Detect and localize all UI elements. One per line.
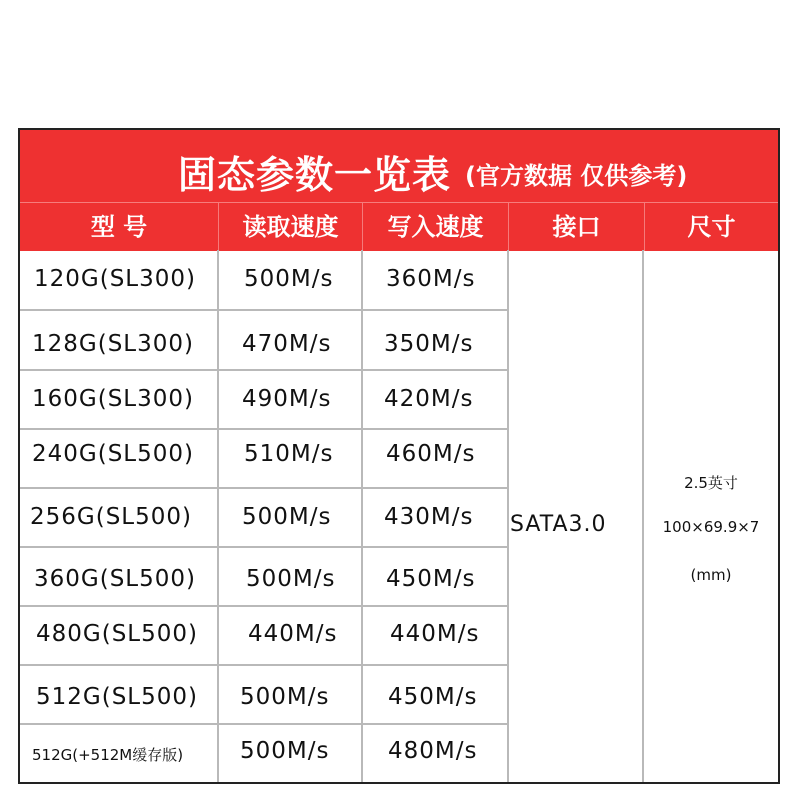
size-line-3: (mm) [690,566,732,584]
header-write-speed: 写入速度 [387,213,484,241]
column-divider [507,250,509,782]
row-divider [20,723,509,725]
header-read-speed: 读取速度 [242,213,339,241]
column-divider [642,250,644,782]
row-divider [20,487,509,489]
row-divider [20,605,509,607]
header-size: 尺寸 [687,213,736,241]
write-speed-cell: 440M/s [390,621,480,647]
size-line-1: 2.5英寸 [684,474,738,492]
model-cell: 512G(SL500) [36,684,198,710]
title-banner [20,130,778,202]
read-speed-cell: 500M/s [246,566,336,592]
row-divider [20,664,509,666]
row-divider [20,428,509,430]
write-speed-cell: 460M/s [386,441,476,467]
header-interface: 接口 [552,213,601,241]
model-cell: 128G(SL300) [32,331,194,357]
read-speed-cell: 440M/s [248,621,338,647]
write-speed-cell: 350M/s [384,331,474,357]
read-speed-cell: 490M/s [242,386,332,412]
table-title: 固态参数一览表 [178,153,452,197]
model-cell: 240G(SL500) [32,441,194,467]
read-speed-cell: 500M/s [240,738,330,764]
write-speed-cell: 450M/s [388,684,478,710]
model-cell: 256G(SL500) [30,504,192,530]
column-divider [361,250,363,782]
write-speed-cell: 420M/s [384,386,474,412]
model-cell: 512G(+512M缓存版) [32,746,184,764]
model-cell: 360G(SL500) [34,566,196,592]
write-speed-cell: 480M/s [388,738,478,764]
spec-table [18,128,780,784]
table-body [20,250,778,782]
table-subtitle: (官方数据 仅供参考) [465,162,688,190]
row-divider [20,309,509,311]
row-divider [20,546,509,548]
read-speed-cell: 500M/s [242,504,332,530]
model-cell: 160G(SL300) [32,386,194,412]
column-divider [217,250,219,782]
interface-cell: SATA3.0 [510,512,607,537]
header-model: 型 号 [90,213,148,241]
read-speed-cell: 500M/s [240,684,330,710]
model-cell: 480G(SL500) [36,621,198,647]
size-line-2: 100×69.9×7 [662,518,760,536]
read-speed-cell: 500M/s [244,266,334,292]
row-divider [20,369,509,371]
read-speed-cell: 470M/s [242,331,332,357]
write-speed-cell: 360M/s [386,266,476,292]
read-speed-cell: 510M/s [244,441,334,467]
model-cell: 120G(SL300) [34,266,196,292]
write-speed-cell: 450M/s [386,566,476,592]
write-speed-cell: 430M/s [384,504,474,530]
header-row [20,202,778,251]
